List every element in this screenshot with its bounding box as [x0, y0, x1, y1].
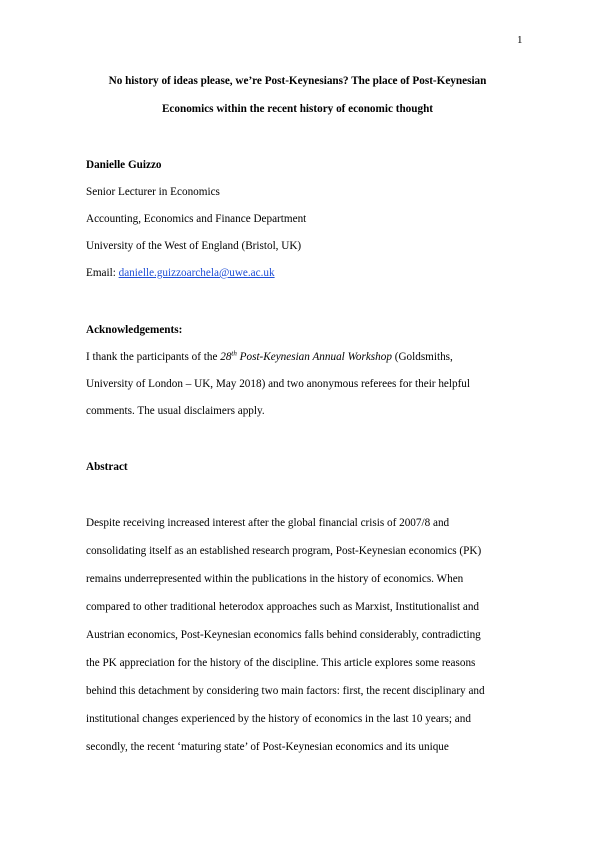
ack-workshop-name: Post-Keynesian Annual Workshop	[236, 351, 392, 363]
abstract-line: institutional changes experienced by the history of economics in the last 10 years; and	[86, 713, 471, 725]
acknowledgements-line-3: comments. The usual disclaimers apply.	[86, 405, 265, 417]
ack-text-pre: I thank the participants of the	[86, 351, 221, 363]
author-position: Senior Lecturer in Economics	[86, 186, 220, 198]
acknowledgements-line-2: University of London – UK, May 2018) and two anonymous referees for their helpful	[86, 378, 471, 390]
paper-title-line-2: Economics within the recent history of economic thought	[161, 103, 434, 115]
abstract-line: consolidating itself as an established research program, Post-Keynesian economics (PK)	[86, 545, 482, 557]
page-number: 1	[517, 34, 523, 46]
abstract-line: the PK appreciation for the history of the discipline. This article explores some reasons	[86, 657, 476, 669]
paper-title-line-1: No history of ideas please, we’re Post-Keynesians? The place of Post-Keynesian	[108, 75, 487, 87]
ack-text-post: (Goldsmiths,	[391, 351, 453, 363]
ack-ordinal	[220, 351, 237, 363]
email-link[interactable]: danielle.guizzoarchela@uwe.ac.uk	[118, 267, 275, 279]
abstract-line: Despite receiving increased interest after the global financial crisis of 2007/8 and	[86, 517, 450, 529]
abstract-line: behind this detachment by considering two main factors: first, the recent disciplinary and	[86, 685, 485, 697]
acknowledgements-line-1	[86, 351, 453, 363]
abstract-heading: Abstract	[86, 461, 128, 473]
author-name: Danielle Guizzo	[86, 159, 162, 171]
abstract-line: secondly, the recent ‘maturing state’ of Post-Keynesian economics and its unique	[86, 741, 449, 753]
abstract-line: compared to other traditional heterodox approaches such as Marxist, Institutionalist and	[86, 601, 480, 613]
email-label: Email:	[86, 267, 119, 279]
ack-ordinal-number: 28	[220, 351, 232, 363]
author-email-line	[86, 267, 275, 279]
abstract-line: Austrian economics, Post-Keynesian economics falls behind considerably, contradicting	[86, 629, 481, 641]
author-university: University of the West of England (Bristol, UK)	[86, 240, 302, 252]
author-department: Accounting, Economics and Finance Department	[86, 213, 307, 225]
abstract-line: remains underrepresented within the publications in the history of economics. When	[86, 573, 464, 585]
acknowledgements-heading: Acknowledgements:	[86, 324, 183, 336]
ack-ordinal-suffix: th	[231, 349, 237, 358]
